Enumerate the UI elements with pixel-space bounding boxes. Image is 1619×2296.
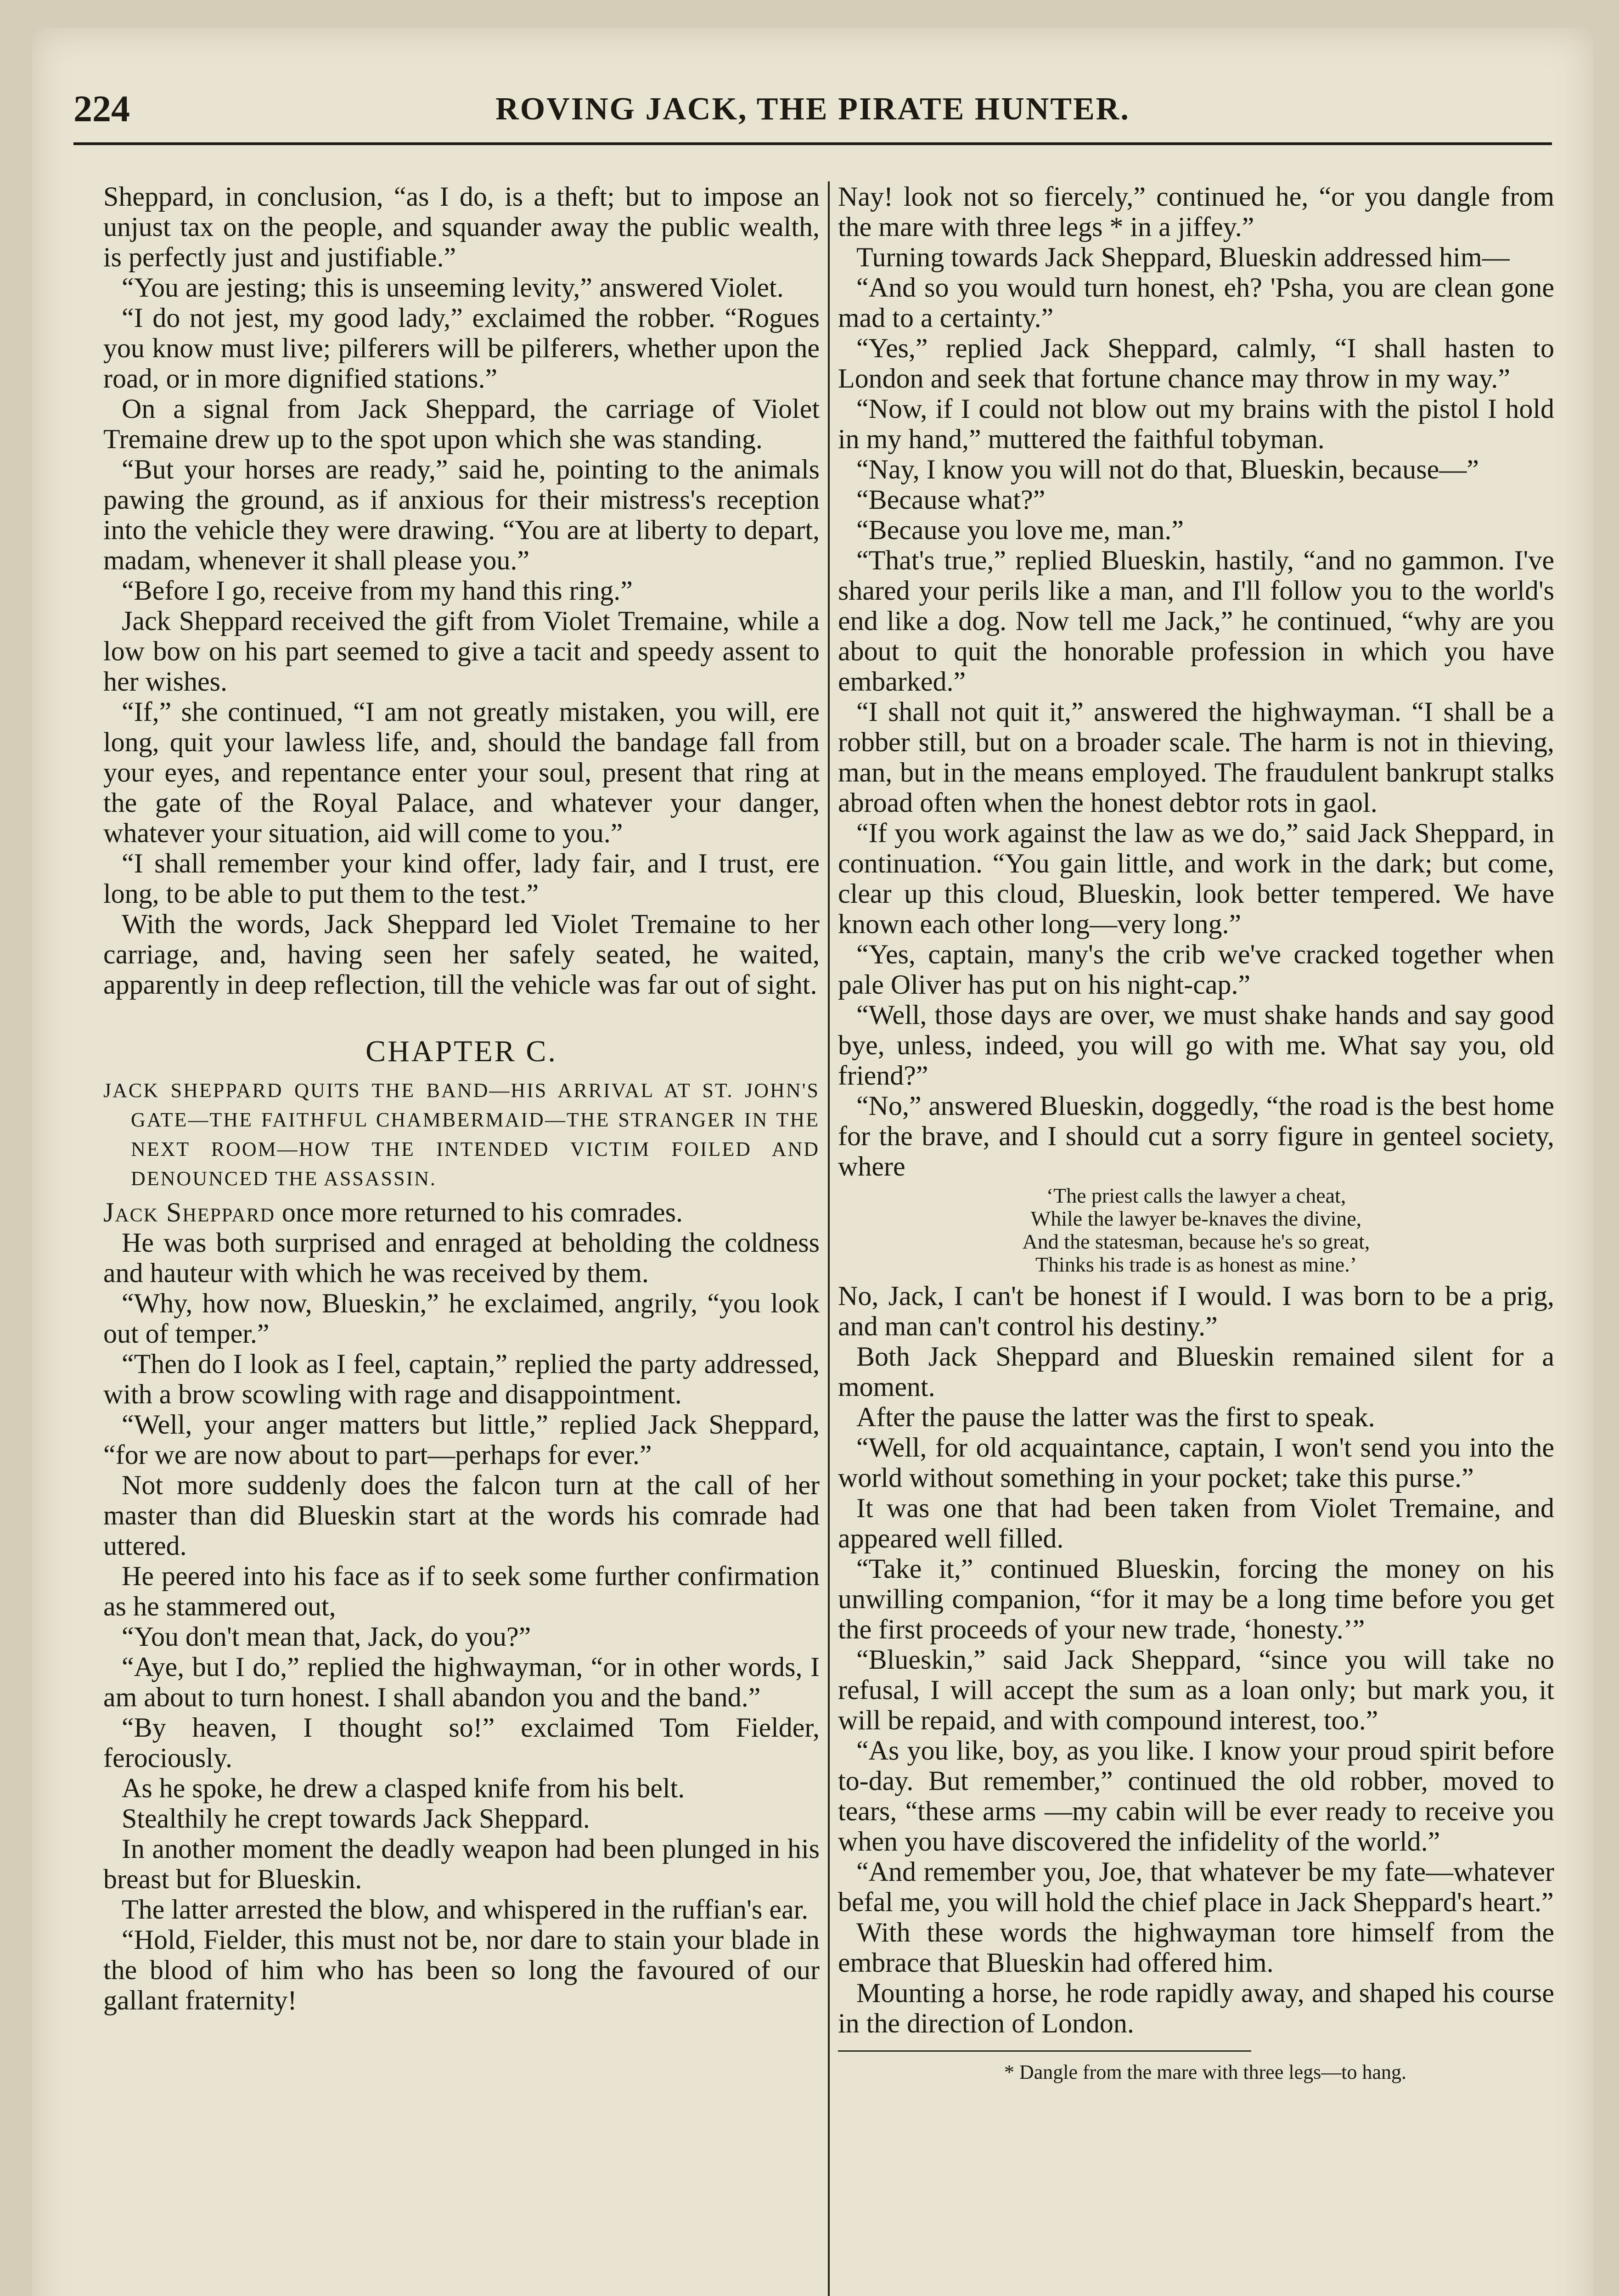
- paragraph: “You don't mean that, Jack, do you?”: [122, 1621, 531, 1652]
- paragraph: “If you work against the law as we do,” said Jack Sheppard, in continuation. “You gain little, and work in the dark; but come, clear up this cloud, Blueskin, look better tempered. We have known each other long—very long.”: [838, 818, 1554, 939]
- chapter-lead-name: Jack Sheppard: [103, 1197, 275, 1227]
- paragraph: Stealthily he crept towards Jack Sheppard.: [122, 1803, 590, 1834]
- running-title: ROVING JACK, THE PIRATE HUNTER.: [495, 91, 1130, 127]
- right-column-bottom-text: [838, 1341, 1554, 2038]
- paragraph: Not more suddenly does the falcon turn at the call of her master than did Blueskin start at the words his comrade had uttered.: [103, 1470, 820, 1561]
- paragraph: “Because what?”: [856, 484, 1046, 515]
- paragraph: “I do not jest, my good lady,” exclaimed the robber. “Rogues you know must live; pilferers will be pilferers, whether upon the road, or in more dignified stations.”: [103, 303, 820, 394]
- right-column: [838, 181, 1554, 2088]
- paragraph: “That's true,” replied Blueskin, hastily, “and no gammon. I've shared your perils like a man, and I'll follow you to the world's end like a dog. Now tell me Jack,” he continued, “why are you about to quit the honorable profession in which you have embarked.”: [838, 545, 1554, 697]
- verse-line: And the statesman, because he's so great,: [1022, 1230, 1370, 1253]
- paragraph: “Yes, captain, many's the crib we've cracked together when pale Oliver has put on his night-cap.”: [838, 939, 1554, 1000]
- verse-line: Thinks his trade is as honest as mine.’: [1035, 1253, 1357, 1276]
- paragraph: “Blueskin,” said Jack Sheppard, “since you will take no refusal, I will accept the sum as a loan only; but mark you, it will be repaid, and with compound interest, too.”: [838, 1644, 1554, 1735]
- paragraph: “Then do I look as I feel, captain,” replied the party addressed, with a brow scowling with rage and disappointment.: [103, 1349, 820, 1409]
- paragraph: “Nay, I know you will not do that, Blueskin, because—”: [856, 454, 1479, 484]
- paragraph: “As you like, boy, as you like. I know your proud spirit before to-day. But remember,” continued the old robber, moved to tears, “these arms —my cabin will be ever ready to receive you when you have discovered the infidelity of the world.”: [838, 1735, 1554, 1857]
- paragraph: No, Jack, I can't be honest if I would. I was born to be a prig, and man can't control his destiny.”: [838, 1281, 1554, 1341]
- paragraph: The latter arrested the blow, and whispered in the ruffian's ear.: [122, 1894, 809, 1925]
- paragraph: “By heaven, I thought so!” exclaimed Tom Fielder, ferociously.: [103, 1712, 820, 1773]
- page-number: 224: [73, 88, 130, 129]
- paragraph: “And so you would turn honest, eh? 'Psha, you are clean gone mad to a certainty.”: [838, 272, 1554, 333]
- verse-line: While the lawyer be-knaves the divine,: [1030, 1207, 1362, 1230]
- paragraph: “Because you love me, man.”: [856, 515, 1184, 545]
- paragraph: “I shall remember your kind offer, lady fair, and I trust, ere long, to be able to put them to the test.”: [103, 848, 820, 909]
- paragraph: It was one that had been taken from Violet Tremaine, and appeared well filled.: [838, 1493, 1554, 1553]
- verse-quotation: [838, 1184, 1554, 1276]
- paragraph: “Yes,” replied Jack Sheppard, calmly, “I shall hasten to London and seek that fortune chance may throw in my way.”: [838, 333, 1554, 394]
- chapter-title: CHAPTER C.: [365, 1035, 557, 1068]
- paragraph: In another moment the deadly weapon had been plunged in his breast but for Blueskin.: [103, 1834, 820, 1894]
- paragraph: “Well, your anger matters but little,” replied Jack Sheppard, “for we are now about to part—perhaps for ever.”: [103, 1409, 820, 1470]
- paragraph: “Well, for old acquaintance, captain, I won't send you into the world without something in your pocket; take this purse.”: [838, 1432, 1554, 1493]
- paragraph: “No,” answered Blueskin, doggedly, “the road is the best home for the brave, and I should cut a sorry figure in genteel society, where: [838, 1091, 1554, 1182]
- paragraph: “Before I go, receive from my hand this ring.”: [122, 575, 633, 606]
- paragraph: With the words, Jack Sheppard led Violet Tremaine to her carriage, and, having seen her safely seated, he waited, apparently in deep reflection, till the vehicle was far out of sight.: [103, 909, 820, 1000]
- paragraph: Nay! look not so fiercely,” continued he, “or you dangle from the mare with three legs * in a jiffey.”: [838, 181, 1554, 242]
- paragraph: “I shall not quit it,” answered the highwayman. “I shall be a robber still, but on a broader scale. The harm is not in thieving, man, but in the means employed. The fraudulent bankrupt stalks abroad often when the honest debtor rots in gaol.: [838, 697, 1554, 818]
- paragraph: “Take it,” continued Blueskin, forcing the money on his unwilling companion, “for it may be a long time before you get the first proceeds of your new trade, ‘honesty.’”: [838, 1553, 1554, 1644]
- paragraph: “If,” she continued, “I am not greatly mistaken, you will, ere long, quit your lawless life, and, should the bandage fall from your eyes, and repentance enter your soul, present that ring at the gate of the Royal Palace, and whatever your danger, whatever your situation, aid will come to you.”: [103, 697, 820, 848]
- column-divider: [828, 181, 830, 2296]
- paragraph: Both Jack Sheppard and Blueskin remained silent for a moment.: [838, 1341, 1554, 1402]
- paragraph: He was both surprised and enraged at beholding the coldness and hauteur with which he was received by them.: [103, 1227, 820, 1288]
- paragraph: On a signal from Jack Sheppard, the carriage of Violet Tremaine drew up to the spot upon which she was standing.: [103, 394, 820, 454]
- left-column-bottom-text: [103, 1227, 820, 2015]
- verse-line: ‘The priest calls the lawyer a cheat,: [1046, 1184, 1346, 1207]
- left-column: [103, 181, 820, 2015]
- page-header: [73, 73, 1552, 145]
- paragraph: Mounting a horse, he rode rapidly away, and shaped his course in the direction of London.: [838, 1978, 1554, 2038]
- paragraph: After the pause the latter was the first to speak.: [856, 1402, 1375, 1432]
- footnote: * Dangle from the mare with three legs—to hang.: [1004, 2061, 1407, 2083]
- paragraph: “Now, if I could not blow out my brains with the pistol I hold in my hand,” muttered the faithful tobyman.: [838, 394, 1554, 454]
- paragraph: “Why, how now, Blueskin,” he exclaimed, angrily, “you look out of temper.”: [103, 1288, 820, 1349]
- footnote-rule: [838, 2050, 1251, 2052]
- left-column-top-text: [103, 181, 820, 1000]
- paragraph: With these words the highwayman tore himself from the embrace that Blueskin had offered him.: [838, 1917, 1554, 1978]
- chapter-summary: JACK SHEPPARD QUITS THE BAND—HIS ARRIVAL AT ST. JOHN'S GATE—THE FAITHFUL CHAMBERMAID—THE STRANGER IN THE NEXT ROOM—HOW THE INTENDED VICTIM FOILED AND DENOUNCED THE ASSASSIN.: [103, 1079, 820, 1190]
- paragraph: Turning towards Jack Sheppard, Blueskin addressed him—: [856, 242, 1510, 272]
- chapter-lead-rest: once more returned to his comrades.: [275, 1197, 683, 1227]
- right-column-top-text: [838, 181, 1554, 1182]
- paragraph: “And remember you, Joe, that whatever be my fate—whatever befal me, you will hold the chief place in Jack Sheppard's heart.”: [838, 1857, 1554, 1917]
- paragraph: He peered into his face as if to seek some further confirmation as he stammered out,: [103, 1561, 820, 1621]
- paragraph: “Well, those days are over, we must shake hands and say good bye, unless, indeed, you will go with me. What say you, old friend?”: [838, 1000, 1554, 1091]
- chapter-opening-paragraph: [103, 1197, 820, 1227]
- paragraph: “Aye, but I do,” replied the highwayman, “or in other words, I am about to turn honest. I shall abandon you and the band.”: [103, 1652, 820, 1712]
- paragraph: Jack Sheppard received the gift from Violet Tremaine, while a low bow on his part seemed to give a tacit and speedy assent to her wishes.: [103, 606, 820, 697]
- paragraph: “But your horses are ready,” said he, pointing to the animals pawing the ground, as if anxious for their mistress's reception into the vehicle they were drawing. “You are at liberty to depart, madam, whenever it shall please you.”: [103, 454, 820, 575]
- paragraph: “Hold, Fielder, this must not be, nor dare to stain your blade in the blood of him who has been so long the favoured of our gallant fraternity!: [103, 1925, 820, 2015]
- paragraph: “You are jesting; this is unseeming levity,” answered Violet.: [122, 272, 784, 303]
- paragraph: As he spoke, he drew a clasped knife from his belt.: [122, 1773, 685, 1803]
- paragraph: Sheppard, in conclusion, “as I do, is a theft; but to impose an unjust tax on the people, and squander away the public wealth, is perfectly just and justifiable.”: [103, 181, 820, 272]
